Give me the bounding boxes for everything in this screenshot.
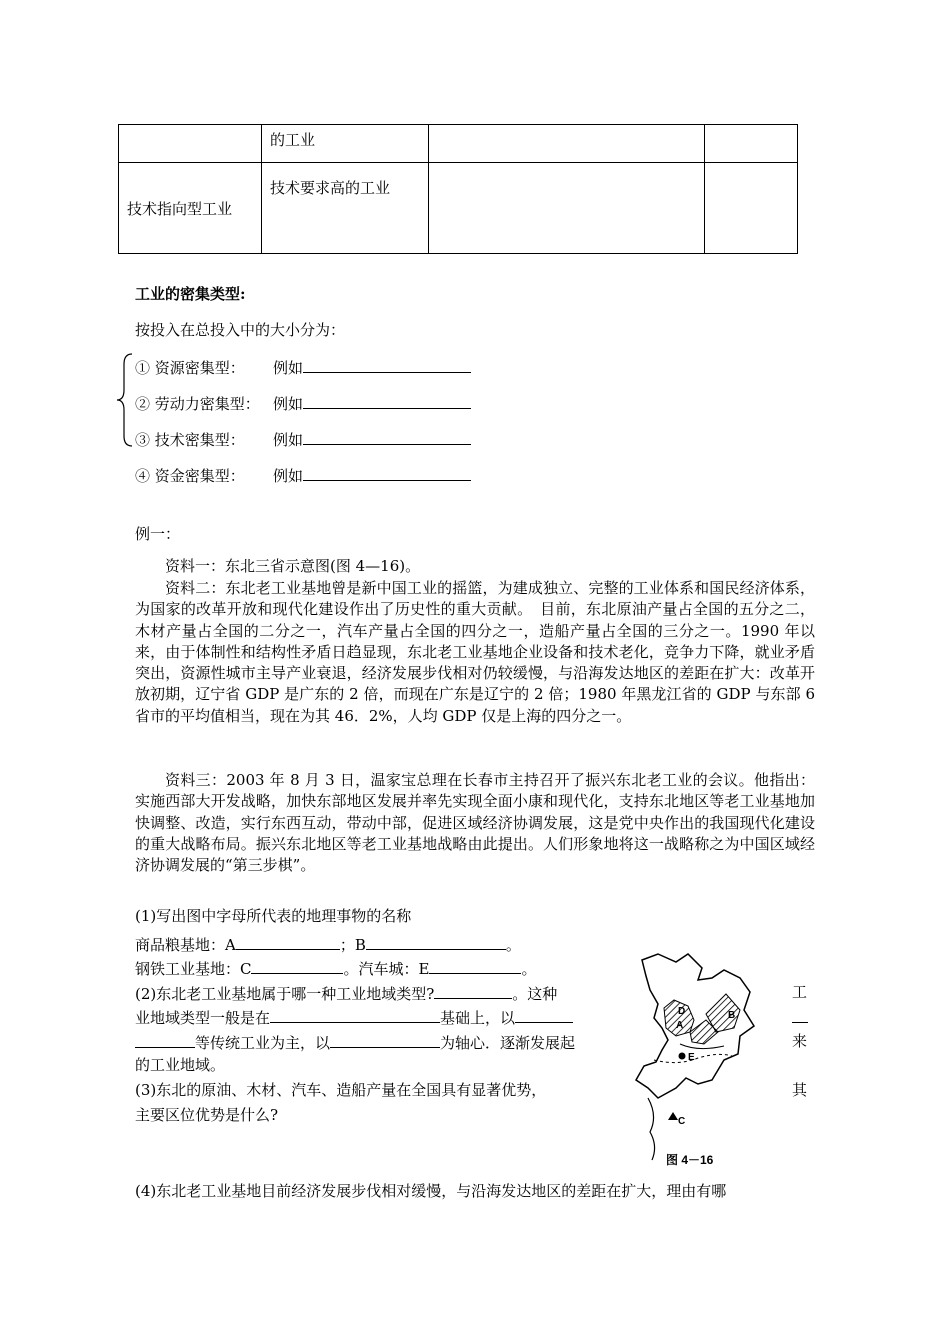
map-label: B [728, 1010, 736, 1021]
list-item: ② 劳动力密集型： 例如 [135, 392, 471, 414]
table-cell [705, 125, 798, 163]
brace-icon [116, 352, 134, 448]
answer-blank[interactable] [303, 428, 471, 445]
example-heading: 例一： [135, 525, 181, 543]
answer-blank[interactable] [366, 933, 506, 950]
map-label: E [688, 1052, 695, 1063]
question-1: (1)写出图中字母所代表的地理事物的名称 [135, 907, 412, 925]
northeast-map-figure [628, 948, 758, 1170]
answer-blank[interactable] [303, 356, 471, 373]
answer-blank[interactable] [303, 392, 471, 409]
industry-location-table [118, 124, 798, 254]
answer-blank[interactable] [434, 982, 512, 999]
question-4: (4)东北老工业基地目前经济发展步伐相对缓慢，与沿海发达地区的差距在扩大，理由有哪 [135, 1182, 727, 1200]
answer-blank[interactable] [792, 1006, 808, 1023]
question-1-line-2: 钢铁工业基地：C 。汽车城：E 。 [135, 957, 536, 979]
table-cell: 技术指向型工业 [119, 163, 262, 254]
list-item: ③ 技术密集型： 例如 [135, 428, 471, 450]
answer-blank[interactable] [251, 957, 343, 974]
map-label: D [678, 1006, 686, 1017]
wrap-char: 来 [792, 1032, 808, 1050]
map-label: A [676, 1020, 684, 1031]
question-1-line-1: 商品粮基地：A ；B 。 [135, 933, 521, 955]
table-cell [119, 125, 262, 163]
question-2-line-3: 等传统工业为主，以 为轴心．逐渐发展起 [135, 1031, 575, 1053]
question-2-line-1: (2)东北老工业基地属于哪一种工业地域类型? 。这种 [135, 982, 557, 1004]
table-cell [429, 163, 705, 254]
table-row [119, 163, 798, 254]
coastline [648, 1098, 655, 1160]
intro-text: 按投入在总投入中的大小分为： [135, 321, 346, 339]
figure-caption: 图 4－16 [666, 1153, 714, 1167]
list-item: ① 资源密集型： 例如 [135, 356, 471, 378]
answer-blank[interactable] [515, 1006, 573, 1023]
material-2: 资料二：东北老工业基地曾是新中国工业的摇篮，为建成独立、完整的工业体系和国民经济体系，为国家的改革开放和现代化建设作出了历史性的重大贡献。 目前，东北原油产量占全国的五分之二，木材产量占全国的二分之一，汽车产量占全国的四分之一，造船产量占全国的三分之一。1990 年以来，由于体制性和结构性矛盾日趋显现，东北老工业基地企业设备和技术老化，竞争力下降，就业矛盾突出，资源性城市主导产业衰退，经济发展步伐相对仍较缓慢，与沿海发达地区的差距在扩大：改革开放初期，辽宁省 GDP 是广东的 2 倍，而现在广东是辽宁的 2 倍；1980 年黑龙江省的 GDP 与东部 6 省市的平均值相当，现在为其 46．2%，人均 GDP 仅是上海的四分之一。 [135, 579, 815, 725]
question-2-line-2: 业地域类型一般是在 基础上，以 [135, 1006, 573, 1028]
section-heading: 工业的密集类型: [135, 285, 246, 303]
table-cell: 的工业 [262, 125, 429, 163]
answer-blank[interactable] [330, 1031, 440, 1048]
wrap-char: 工 [792, 983, 808, 1001]
answer-blank[interactable] [303, 464, 471, 481]
steel-base-marker [668, 1112, 678, 1120]
list-item: ④ 资金密集型： 例如 [135, 464, 471, 486]
answer-blank[interactable] [135, 1031, 195, 1048]
auto-city-marker [679, 1053, 686, 1060]
table-cell: 技术要求高的工业 [262, 163, 429, 254]
material-1: 资料一：东北三省示意图(图 4—16)。 [165, 557, 421, 575]
map-label: C [678, 1116, 686, 1127]
question-2-line-4: 的工业地域。 [135, 1056, 226, 1074]
material-3: 资料三：2003 年 8 月 3 日，温家宝总理在长春市主持召开了振兴东北老工业的会议。他指出：实施西部大开发战略，加快东部地区发展并率先实现全面小康和现代化，支持东北地区等老工业基地加快调整、改造，实行东西互动，带动中部，促进区域经济协调发展，这是党中央作出的我国现代化建设的重大战略布局。振兴东北地区等老工业基地战略由此提出。人们形象地将这一战略称之为中国区域经济协调发展的“第三步棋”。 [135, 771, 815, 875]
answer-blank[interactable] [236, 933, 340, 950]
map-outline [636, 954, 754, 1098]
table-cell [705, 163, 798, 254]
question-3-line-2: 主要区位优势是什么? [135, 1106, 279, 1124]
question-3-line-1: (3)东北的原油、木材、汽车、造船产量在全国具有显著优势， [135, 1081, 547, 1099]
table-row [119, 125, 798, 163]
wrap-char: 其 [792, 1081, 808, 1099]
answer-blank[interactable] [429, 957, 521, 974]
answer-blank[interactable] [270, 1006, 440, 1023]
table-cell [429, 125, 705, 163]
